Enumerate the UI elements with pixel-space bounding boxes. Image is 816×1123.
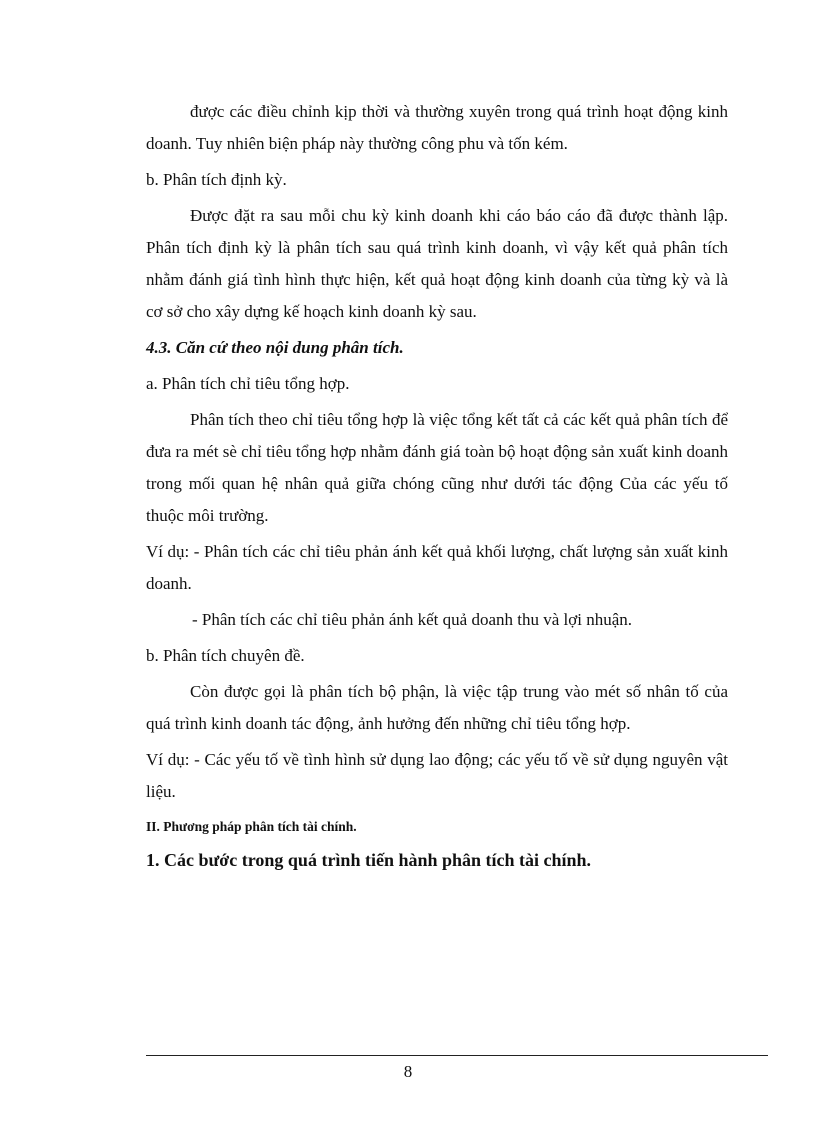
example-2: Ví dụ: - Các yếu tố về tình hình sử dụng lao động; các yếu tố về sử dụng nguyên vật liệu.: [146, 750, 728, 801]
paragraph-summary-indicator: Phân tích theo chỉ tiêu tổng hợp là việc tổng kết tất cả các kết quả phân tích để đưa ra mét sè chỉ tiêu tổng hợp nhằm đánh giá toàn bộ hoạt động sản xuất kinh doanh trong mối quan hệ nhân quả giữa chóng cũng như dưới tác động Của các yếu tố thuộc môi trường.: [146, 410, 728, 525]
subheading-periodic-analysis: b. Phân tích định kỳ.: [146, 170, 287, 189]
page-number: 8: [403, 1062, 413, 1081]
section-heading-1: 1. Các bước trong quá trình tiến hành phân tích tài chính.: [146, 850, 592, 870]
paragraph-periodic-analysis: Được đặt ra sau mỗi chu kỳ kinh doanh khi cáo báo cáo đã được thành lập. Phân tích định kỳ là phân tích sau quá trình kinh doanh, vì vậy kết quả phân tích nhằm đánh giá tình hình thực hiện, kết quả hoạt động kinh doanh của từng kỳ và là cơ sở cho xây dựng kế hoạch kinh doanh kỳ sau.: [146, 206, 728, 321]
subheading-thematic-analysis: b. Phân tích chuyên đề.: [146, 646, 305, 665]
section-heading-ii: II. Phương pháp phân tích tài chính.: [146, 819, 357, 834]
document-body: [146, 96, 728, 878]
paragraph-thematic-analysis: Còn được gọi là phân tích bộ phận, là việc tập trung vào mét số nhân tố của quá trình kinh doanh tác động, ảnh hưởng đến những chỉ tiêu tổng hợp.: [146, 682, 728, 733]
example-1-continued: - Phân tích các chỉ tiêu phản ánh kết quả doanh thu và lợi nhuận.: [192, 610, 632, 629]
paragraph-continuation: được các điều chỉnh kịp thời và thường xuyên trong quá trình hoạt động kinh doanh. Tuy nhiên biện pháp này thường công phu và tốn kém.: [146, 102, 728, 153]
example-1: Ví dụ: - Phân tích các chỉ tiêu phản ánh kết quả khối lượng, chất lượng sản xuất kinh doanh.: [146, 542, 728, 593]
subheading-summary-indicator: a. Phân tích chỉ tiêu tổng hợp.: [146, 374, 350, 393]
footer-divider: [146, 1055, 768, 1056]
section-heading-4-3: 4.3. Căn cứ theo nội dung phân tích.: [146, 338, 404, 357]
